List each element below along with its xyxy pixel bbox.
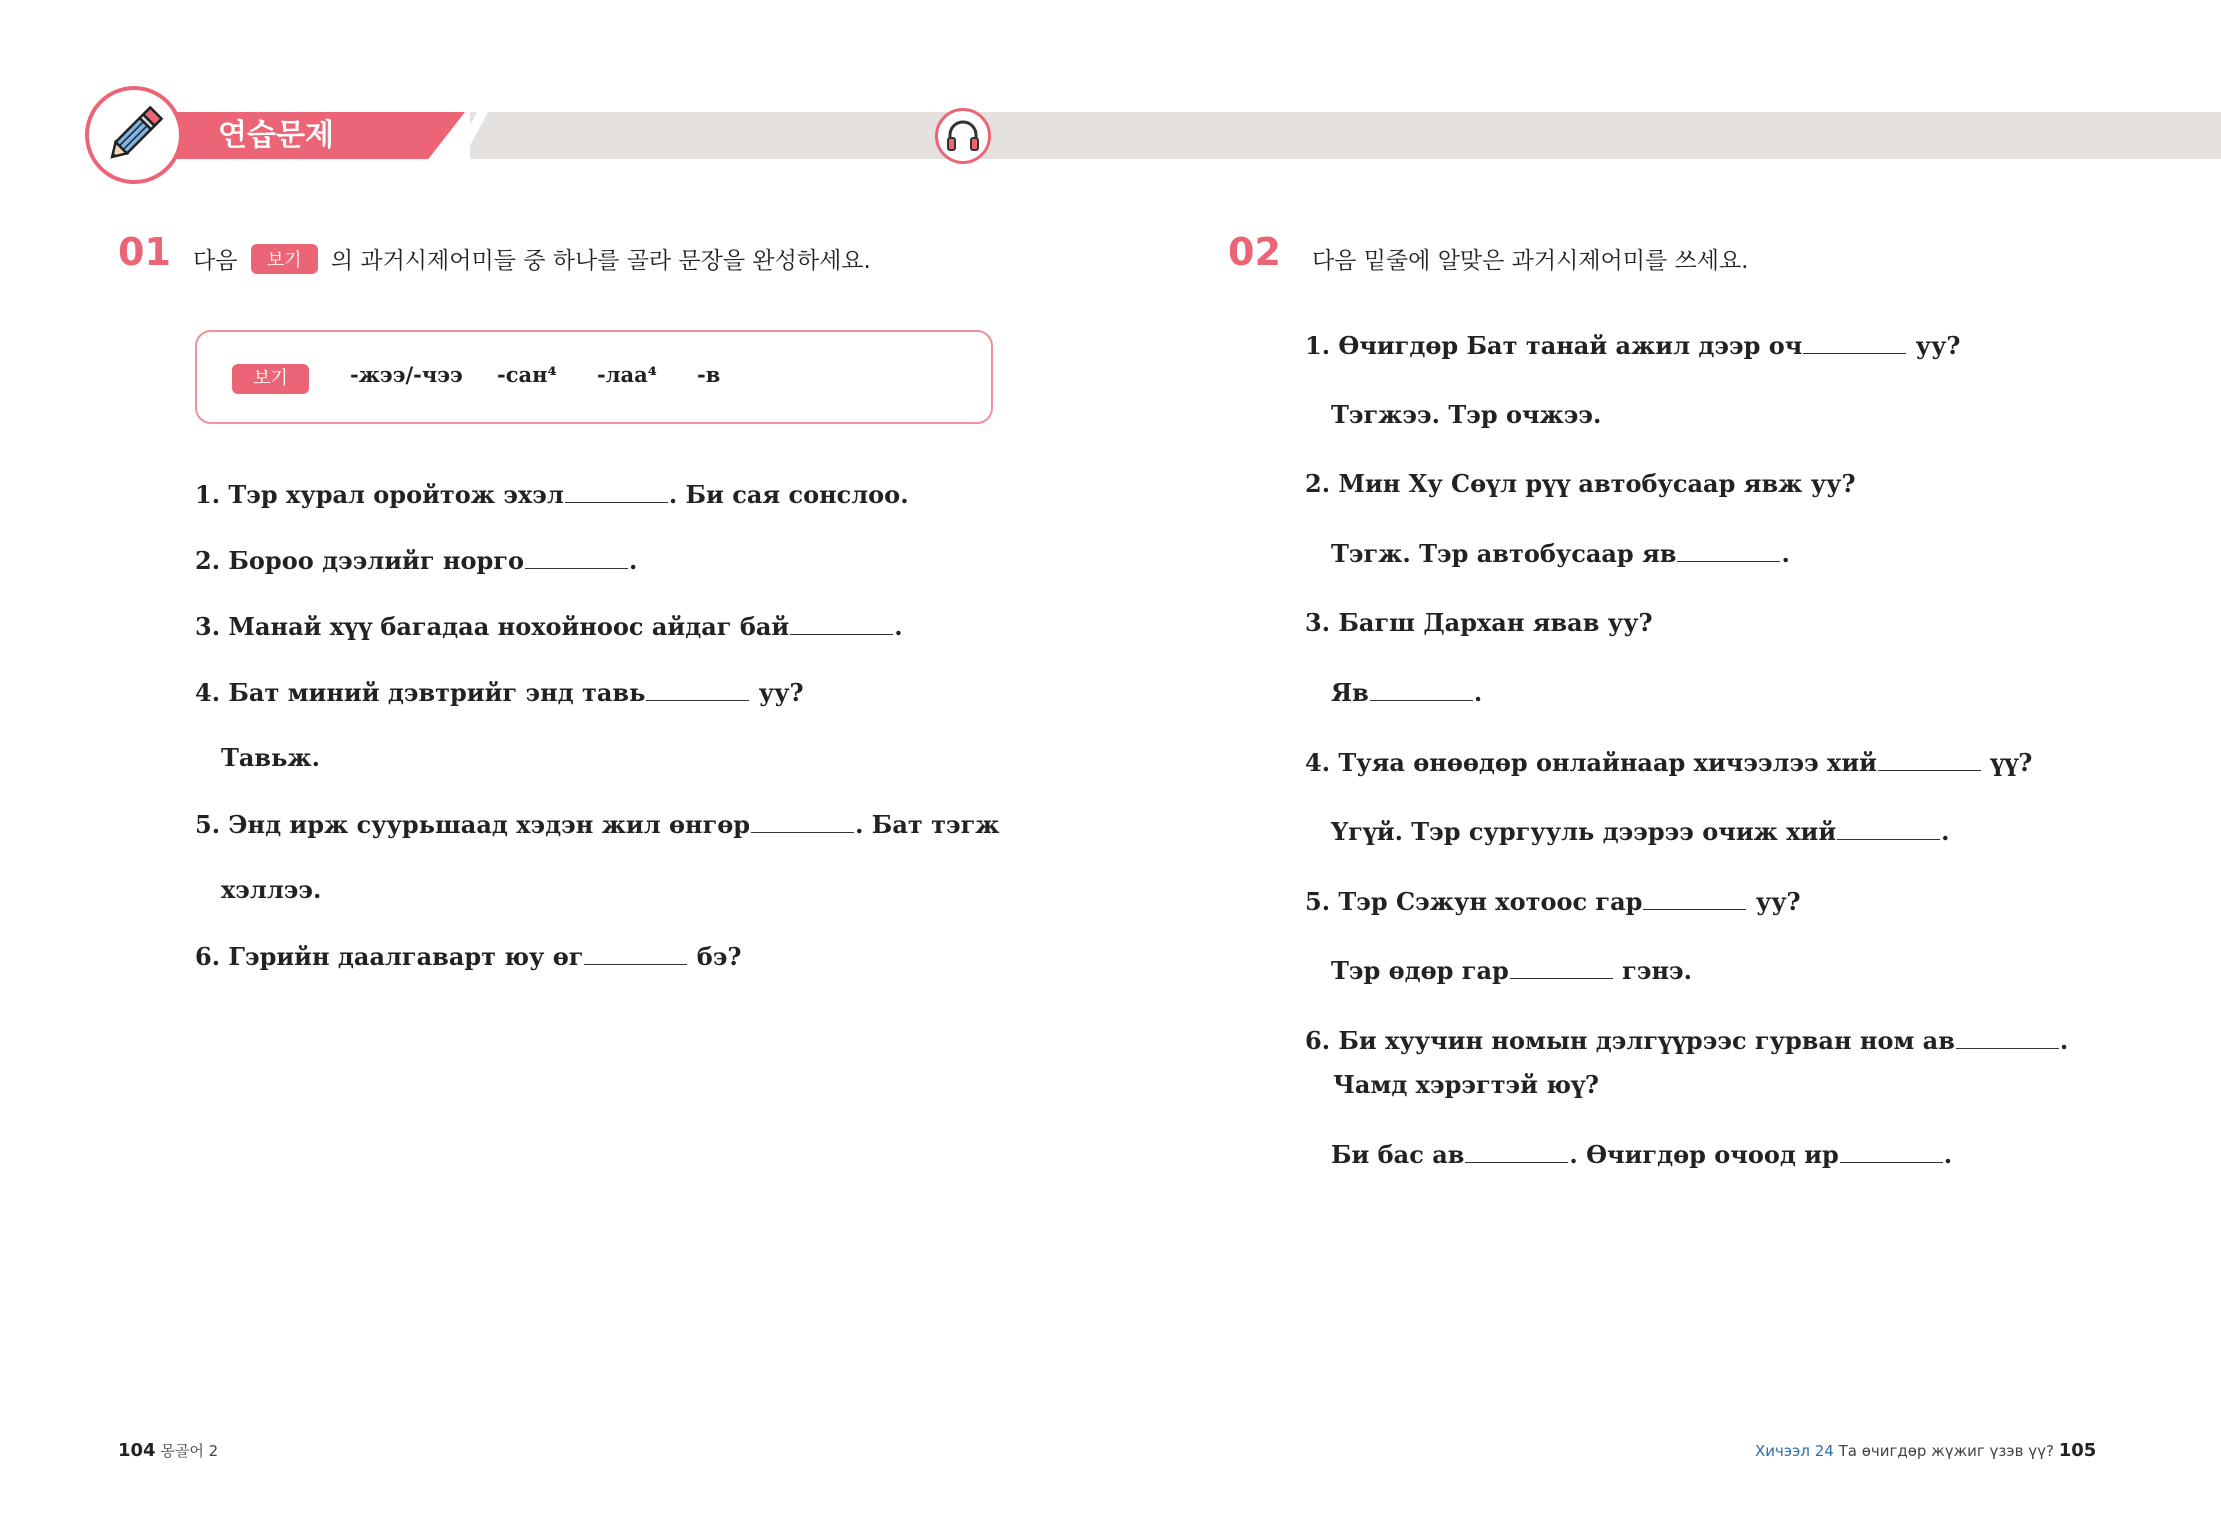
exercise-line [1305, 746, 2032, 779]
exercise-line [195, 478, 909, 511]
headphones-icon [943, 116, 983, 156]
section-instruction [193, 242, 871, 275]
line-text: Тэгж. Тэр автобусаар яв [1331, 539, 1677, 568]
exercise-line [1305, 885, 1801, 918]
bogi-item: -в [697, 362, 721, 387]
line-text: . [1943, 1140, 1953, 1169]
line-text: үү? [1981, 748, 2033, 777]
line-text: 1. Тэр хурал оройтож эхэл [195, 480, 564, 509]
line-text: 6. Би хуучин номын дэлгүүрээс гурван ном ав [1305, 1026, 1955, 1055]
answer-blank[interactable] [525, 544, 628, 569]
section-instruction: 다음 밑줄에 알맞은 과거시제어미를 쓰세요. [1312, 248, 1749, 274]
line-text: 5. Тэр Сэжун хотоос гар [1305, 887, 1643, 916]
line-text: 4. Туяа өнөөдөр онлайнаар хичээлээ хий [1305, 748, 1877, 777]
line-text: уу? [1747, 887, 1801, 916]
line-text: . Өчигдөр очоод ир [1569, 1140, 1839, 1169]
line-text: 2. Бороо дээлийг норго [195, 546, 524, 575]
exercise-answer: Тэгжээ. Тэр очжээ. [1331, 400, 1602, 429]
section-number: 01 [118, 230, 171, 274]
section-number: 02 [1228, 230, 1281, 274]
answer-blank[interactable] [1878, 746, 1981, 771]
line-text: Тэр өдөр гар [1331, 956, 1509, 985]
bogi-tag-inline: 보기 [251, 244, 318, 274]
page-number: 104 [118, 1440, 156, 1461]
answer-blank[interactable] [584, 940, 687, 965]
page-number: 105 [2058, 1440, 2097, 1461]
exercise-line-continued: хэллээ. [221, 875, 322, 904]
line-text: бэ? [688, 942, 742, 971]
bogi-tag: 보기 [232, 364, 309, 394]
exercise-answer: Тавьж. [221, 743, 320, 772]
footer-left [118, 1440, 218, 1461]
answer-blank[interactable] [1370, 676, 1473, 701]
exercise-answer [1331, 676, 1482, 709]
instruction-text: 의 과거시제어미들 중 하나를 골라 문장을 완성하세요. [330, 248, 871, 274]
line-text: 1. Өчигдөр Бат танай ажил дээр оч [1305, 331, 1803, 360]
answer-blank[interactable] [1677, 537, 1780, 562]
answer-blank[interactable] [790, 610, 893, 635]
exercise-answer [1331, 815, 1949, 848]
lesson-label: Хичээл 24 [1755, 1442, 1834, 1460]
exercise-answer [1331, 954, 1692, 987]
line-text: Үгүй. Тэр сургууль дээрээ очиж хий [1331, 817, 1837, 846]
answer-blank[interactable] [1956, 1024, 2059, 1049]
exercise-line [195, 676, 804, 709]
pencil-icon [99, 100, 169, 170]
line-text: 6. Гэрийн даалгаварт юу өг [195, 942, 584, 971]
answer-blank[interactable] [1803, 329, 1906, 354]
answer-blank[interactable] [1465, 1138, 1568, 1163]
book-title: 몽골어 2 [160, 1442, 219, 1460]
line-text: . [1941, 817, 1950, 846]
line-text: . [628, 546, 638, 575]
exercise-answer [1331, 537, 1790, 570]
exercise-line [195, 940, 742, 973]
answer-blank[interactable] [1643, 885, 1746, 910]
exercise-line [195, 544, 637, 577]
bogi-item: -жээ/-чээ [350, 362, 463, 387]
line-text: . Би сая сонслоо. [668, 480, 909, 509]
exercise-line [1305, 1024, 2068, 1057]
answer-blank[interactable] [1837, 815, 1940, 840]
exercise-line [195, 610, 903, 643]
header-band [470, 112, 2221, 159]
exercise-line: 2. Мин Ху Сөүл рүү автобусаар явж уу? [1305, 469, 1856, 498]
line-text: уу? [750, 678, 804, 707]
footer-right [1755, 1440, 2096, 1461]
line-text: уу? [1907, 331, 1961, 360]
answer-blank[interactable] [646, 676, 749, 701]
exercise-line [195, 808, 1000, 841]
page-title: 연습문제 [218, 118, 334, 153]
exercise-line-continued: Чамд хэрэгтэй юү? [1333, 1070, 1599, 1099]
bogi-item: -лаа⁴ [597, 362, 657, 387]
exercise-line: 3. Багш Дархан явав уу? [1305, 608, 1653, 637]
line-text: 4. Бат миний дэвтрийг энд тавь [195, 678, 646, 707]
exercise-answer [1331, 1138, 1952, 1171]
line-text: 5. Энд ирж суурьшаад хэдэн жил өнгөр [195, 810, 751, 839]
lesson-title: Та өчигдөр жүжиг үзэв үү? [1838, 1442, 2054, 1460]
exercise-line [1305, 329, 1960, 362]
line-text: гэнэ. [1613, 956, 1693, 985]
line-text: . [2059, 1026, 2069, 1055]
line-text: . [1781, 539, 1790, 568]
audio-button[interactable] [935, 108, 991, 164]
answer-blank[interactable] [751, 808, 854, 833]
line-text: . [1473, 678, 1483, 707]
answer-blank[interactable] [1840, 1138, 1943, 1163]
example-box [195, 330, 993, 424]
bogi-item: -сан⁴ [497, 362, 557, 387]
line-text: Яв [1331, 678, 1369, 707]
line-text: . [894, 612, 903, 641]
line-text: 3. Манай хүү багадаа нохойноос айдаг бай [195, 612, 790, 641]
pencil-badge [85, 86, 183, 184]
answer-blank[interactable] [565, 478, 668, 503]
line-text: Би бас ав [1331, 1140, 1465, 1169]
answer-blank[interactable] [1510, 954, 1613, 979]
line-text: . Бат тэгж [855, 810, 1000, 839]
instruction-text: 다음 [193, 248, 238, 274]
